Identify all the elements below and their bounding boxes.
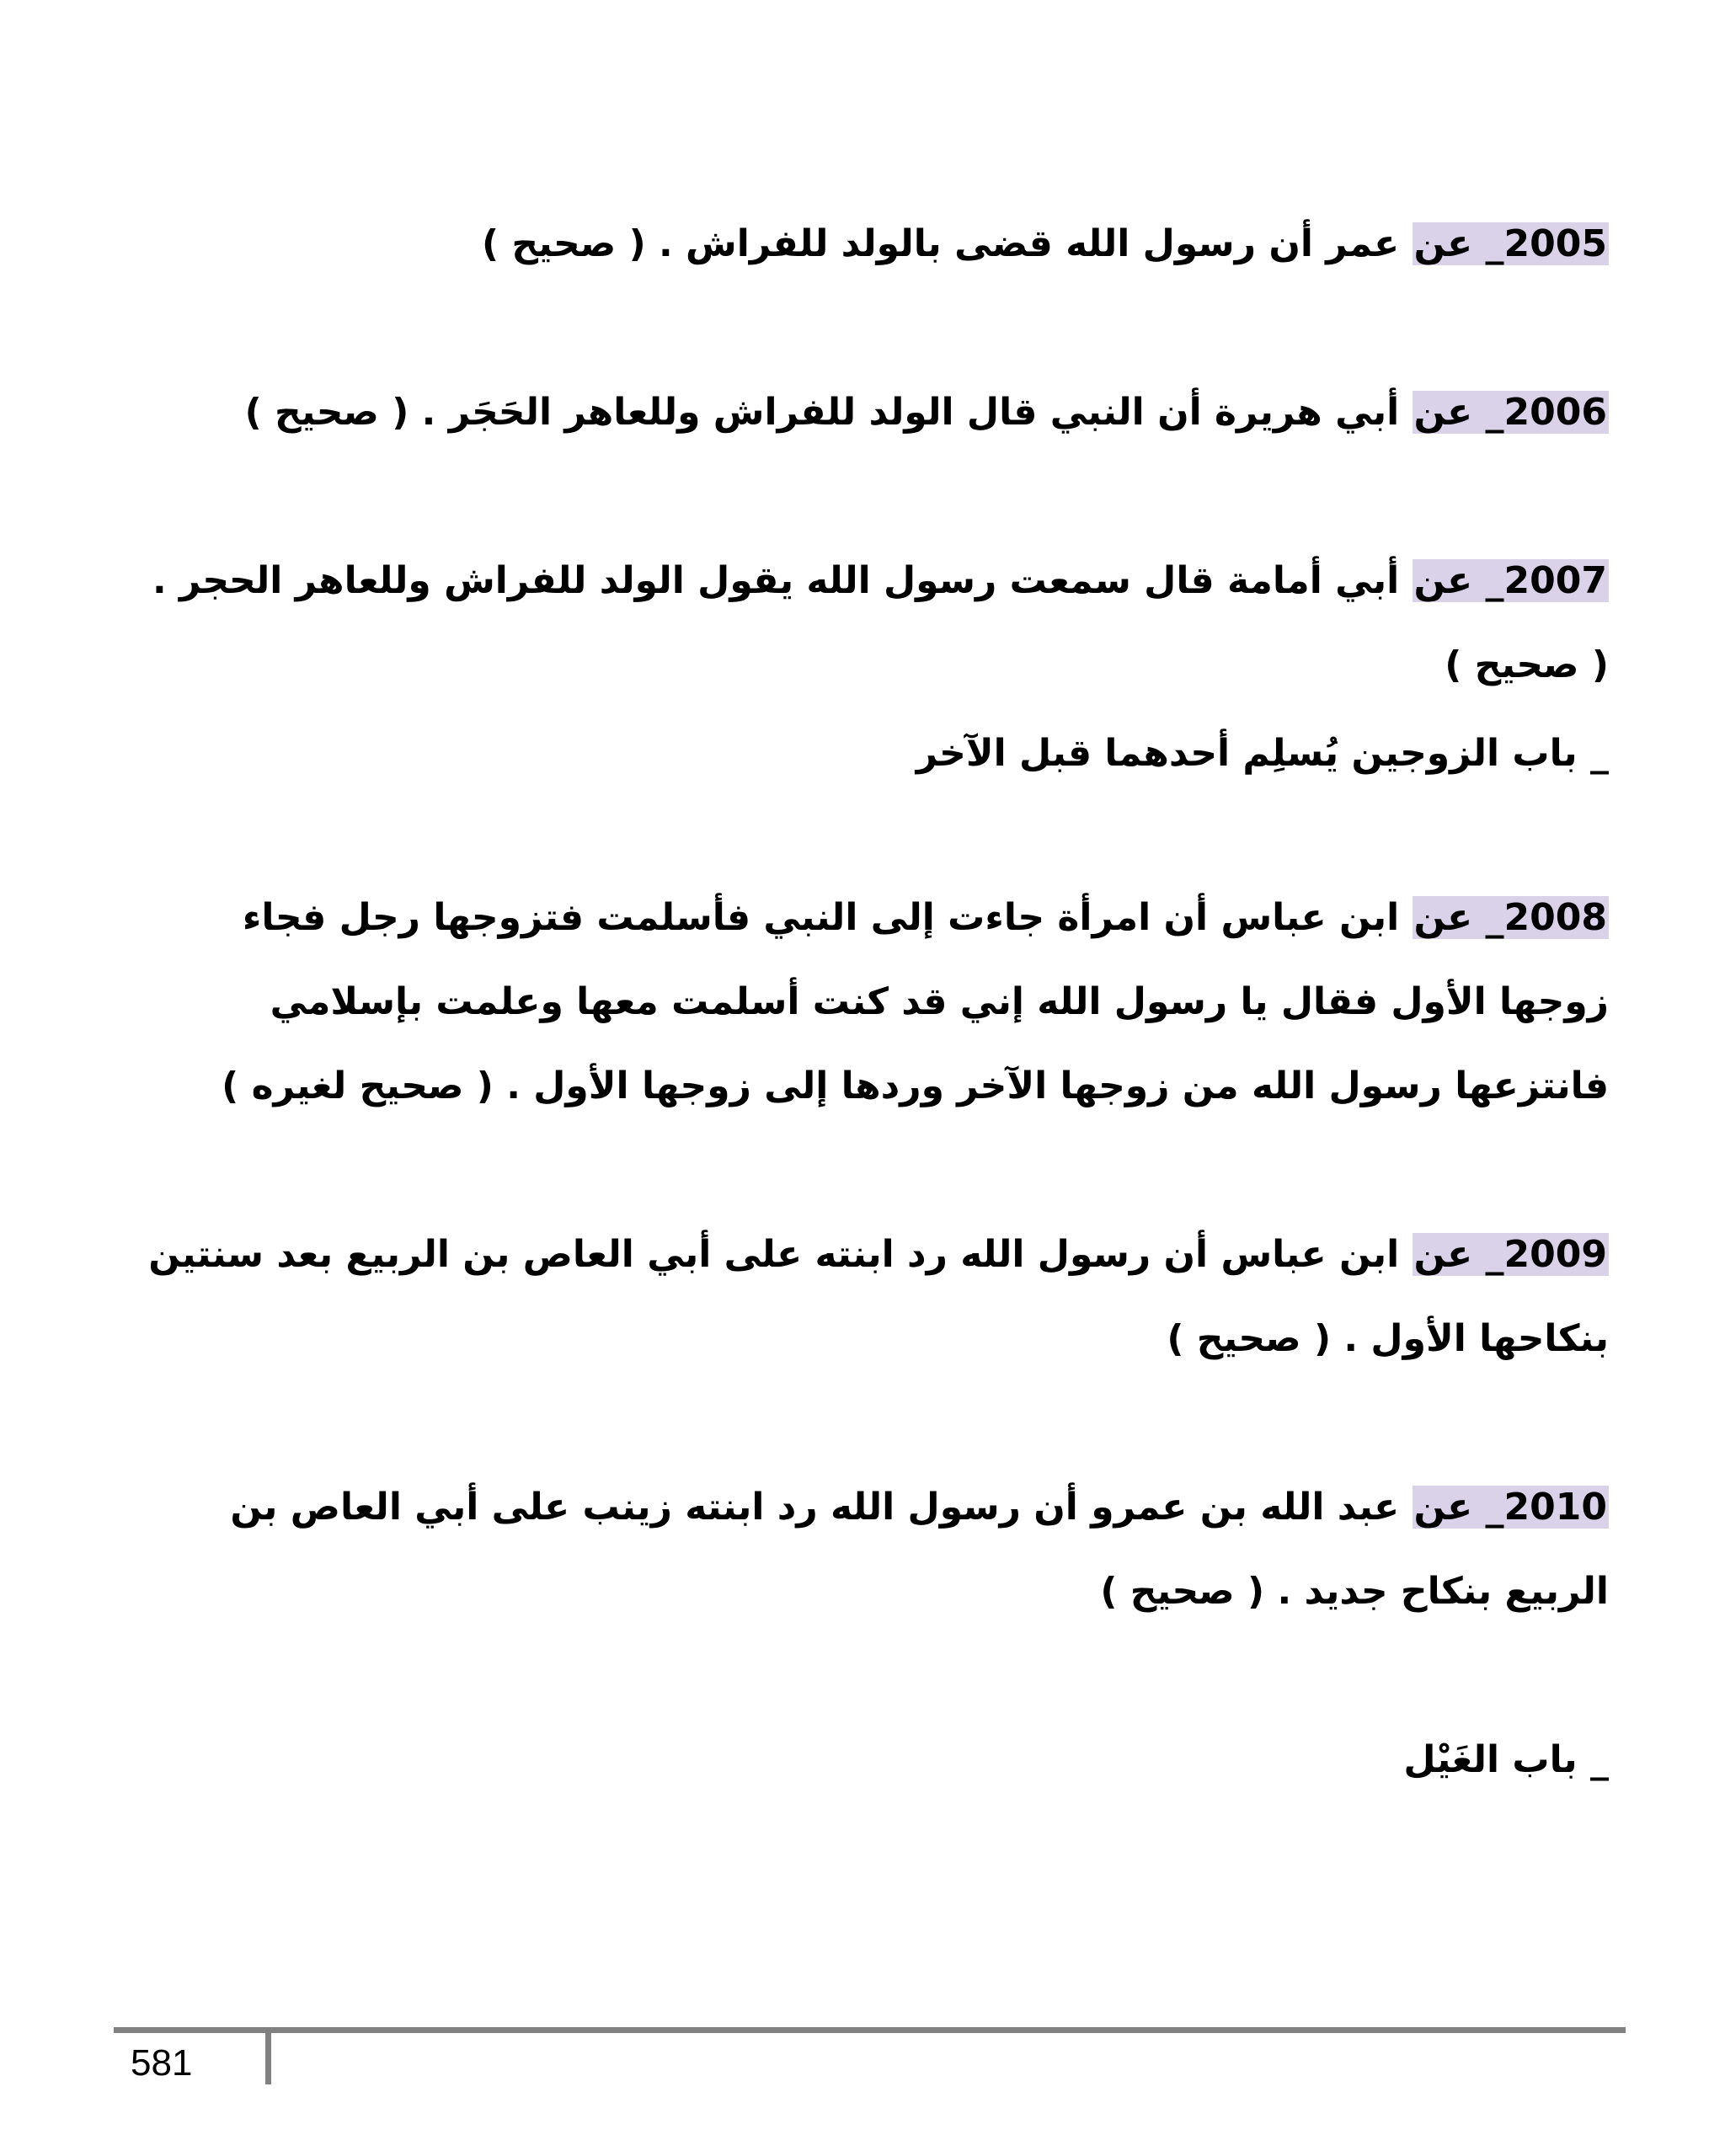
hadith-text: ابن عباس أن امرأة جاءت إلى النبي فأسلمت فتزوجها رجل فجاء زوجها الأول فقال يا رسول الله إني قد كنت أسلمت معها وعلمت بإسلامي فانتزعها رسول الله من زوجها الآخر وردها إلى زوجها الأول . ( صحيح لغيره ) xyxy=(222,896,1609,1107)
hadith-entry-2008 xyxy=(126,876,1609,1129)
hadith-number: 2010 xyxy=(1503,1486,1607,1529)
hadith-separator: _ عن xyxy=(1413,391,1504,434)
footer-rule xyxy=(114,2027,1626,2033)
hadith-text: عمر أن رسول الله قضى بالولد للفراش . ( صحيح ) xyxy=(481,222,1400,265)
hadith-number: 2005 xyxy=(1503,222,1607,265)
hadith-number-highlight xyxy=(1413,1233,1609,1276)
hadith-entry-2010 xyxy=(126,1465,1609,1634)
hadith-separator: _ عن xyxy=(1413,896,1504,939)
hadith-text: ابن عباس أن رسول الله رد ابنته على أبي العاص بن الربيع بعد سنتين بنكاحها الأول . ( صحيح ) xyxy=(148,1233,1609,1360)
hadith-entry-2007 xyxy=(126,539,1609,707)
hadith-separator: _ عن xyxy=(1413,1233,1504,1276)
hadith-number-highlight xyxy=(1413,559,1609,602)
hadith-number: 2008 xyxy=(1503,896,1607,939)
hadith-text: أبي هريرة أن النبي قال الولد للفراش وللعاهر الحَجَر . ( صحيح ) xyxy=(244,391,1400,434)
hadith-number-highlight xyxy=(1413,896,1609,939)
page-number: 581 xyxy=(131,2042,193,2084)
footer-divider xyxy=(265,2027,271,2084)
chapter-heading: _ باب الغَيْل xyxy=(1403,1738,1609,1781)
hadith-number-highlight xyxy=(1413,222,1609,265)
hadith-number: 2006 xyxy=(1503,391,1607,434)
hadith-text: أبي أمامة قال سمعت رسول الله يقول الولد للفراش وللعاهر الحجر . ( صحيح ) xyxy=(152,559,1609,686)
hadith-separator: _ عن xyxy=(1413,222,1504,265)
hadith-separator: _ عن xyxy=(1413,1486,1504,1529)
hadith-number: 2009 xyxy=(1503,1233,1607,1276)
hadith-number-highlight xyxy=(1413,1486,1609,1529)
hadith-separator: _ عن xyxy=(1413,559,1504,602)
hadith-number: 2007 xyxy=(1503,559,1607,602)
hadith-text: عبد الله بن عمرو أن رسول الله رد ابنته زينب على أبي العاص بن الربيع بنكاح جديد . ( صحيح ) xyxy=(230,1486,1609,1613)
hadith-number-highlight xyxy=(1413,391,1609,434)
hadith-entry-2006 xyxy=(126,371,1609,455)
hadith-entry-2005 xyxy=(126,202,1609,286)
hadith-entry-2009 xyxy=(126,1213,1609,1381)
chapter-heading: _ باب الزوجين يُسلِم أحدهما قبل الآخر xyxy=(916,732,1609,775)
